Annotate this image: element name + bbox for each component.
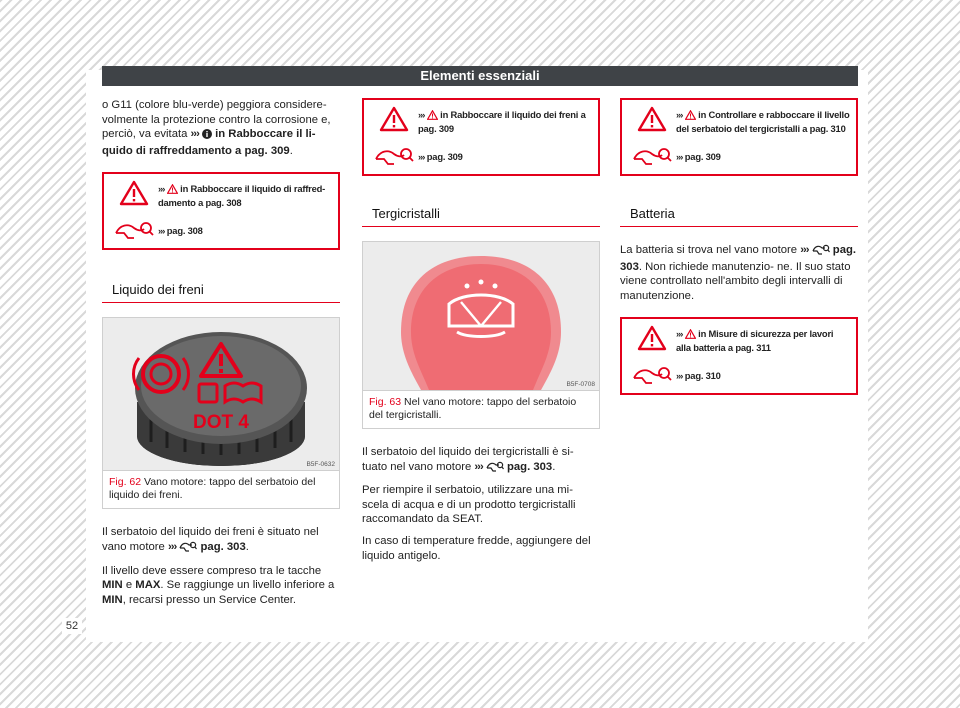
environment-icon [374,145,414,172]
column-2 [362,98,600,570]
wiper-paragraph-1: Il serbatoio del liquido dei tergicristalli è si- tuato nel vano motore ››› pag. 303. [362,445,600,476]
figure-washer-cap [362,241,600,429]
warning-triangle-icon [637,106,667,137]
note-link-environment[interactable]: ››› [418,151,425,162]
figure-caption: Fig. 62 Vano motore: tappo del serbatoio del liquido dei freni. [109,476,316,502]
brake-fluid-paragraph-2: Il livello deve essere compreso tra le tacche MIN e MAX. Se raggiunge un livello inferiore a MIN, recarsi presso un Service Center. [102,564,335,606]
info-icon [202,129,212,144]
page-header: Elementi essenziali [102,66,858,86]
note-link-warning[interactable]: ››› [158,183,165,195]
wiper-paragraph-3: In caso di temperature fredde, aggiungere del liquido antigelo. [362,534,591,562]
warning-note-box: ››› in Controllare e rabboccare il livello del serbatoio del tergicristalli a pag. 310 ››› pag. 309 [620,98,858,176]
section-title-brake-fluid: Liquido dei freni [102,282,340,303]
figure-code: B5F-0708 [566,381,595,388]
cross-reference-link[interactable]: ››› [190,128,199,141]
small-warning-icon [427,110,438,123]
environment-icon [632,364,672,391]
note-link-environment[interactable]: ››› [676,370,683,382]
brake-fluid-cap-image [103,318,339,471]
intro-paragraph: o G11 (colore blu-verde) peggiora considere- volmente la protezione contro la corrosione e, perciò, va evitata ››› in Rabboccare il li- quido di raffreddamento a pag. 309. [102,99,331,157]
engine-compartment-link[interactable]: ››› [474,460,483,473]
dot4-print: DOT 4 [193,412,249,434]
engine-compartment-icon [179,540,197,557]
note-link-environment[interactable]: ››› [676,151,683,162]
engine-compartment-link[interactable]: ››› [800,244,809,256]
note-link-warning[interactable]: ››› [676,328,683,340]
engine-compartment-icon [486,460,504,477]
note-link-environment[interactable]: ››› [158,225,165,237]
figure-code: B5F-0632 [306,461,335,469]
warning-triangle-icon [119,180,149,211]
section-title-wipers: Tergicristalli [362,206,600,227]
small-warning-icon [685,110,696,123]
warning-note-box: ››› in Rabboccare il liquido dei freni a pag. 309 ››› pag. 309 [362,98,600,176]
brake-fluid-paragraph-1: Il serbatoio del liquido dei freni è situato nel vano motore ››› pag. 303. [102,525,340,556]
column-3 [620,98,858,395]
warning-triangle-icon [637,325,667,356]
washer-cap-image [363,242,599,391]
battery-paragraph: La batteria si trova nel vano motore ››› pag. 303. Non richiede manutenzio- ne. Il suo stato viene controllato nell'ambito degli intervalli di manutenzione. [620,244,857,302]
environment-icon [632,145,672,172]
note-link-warning[interactable]: ››› [676,109,683,120]
small-warning-icon [685,329,696,342]
note-link-warning[interactable]: ››› [418,109,425,120]
figure-caption: Fig. 63 Nel vano motore: tappo del serbatoio del tergicristalli. [369,396,577,421]
page-number: 52 [62,618,82,634]
environment-icon [114,219,154,246]
small-warning-icon [167,184,178,197]
engine-compartment-link[interactable]: ››› [167,540,177,553]
section-title-battery: Batteria [620,206,858,227]
battery-note-box: ››› in Misure di sicurezza per lavori alla batteria a pag. 311 ››› pag. 310 [620,317,858,395]
engine-compartment-icon [812,243,830,260]
wiper-paragraph-2: Per riempire il serbatoio, utilizzare una mi- scela di acqua e di un prodotto tergicristalli raccomandato da SEAT. [362,484,576,526]
warning-triangle-icon [379,106,409,137]
column-1 [102,98,340,614]
warning-note-box: ››› in Rabboccare il liquido di raffred- damento a pag. 308 ››› pag. 308 [102,172,340,250]
figure-brake-fluid-cap [102,317,340,509]
